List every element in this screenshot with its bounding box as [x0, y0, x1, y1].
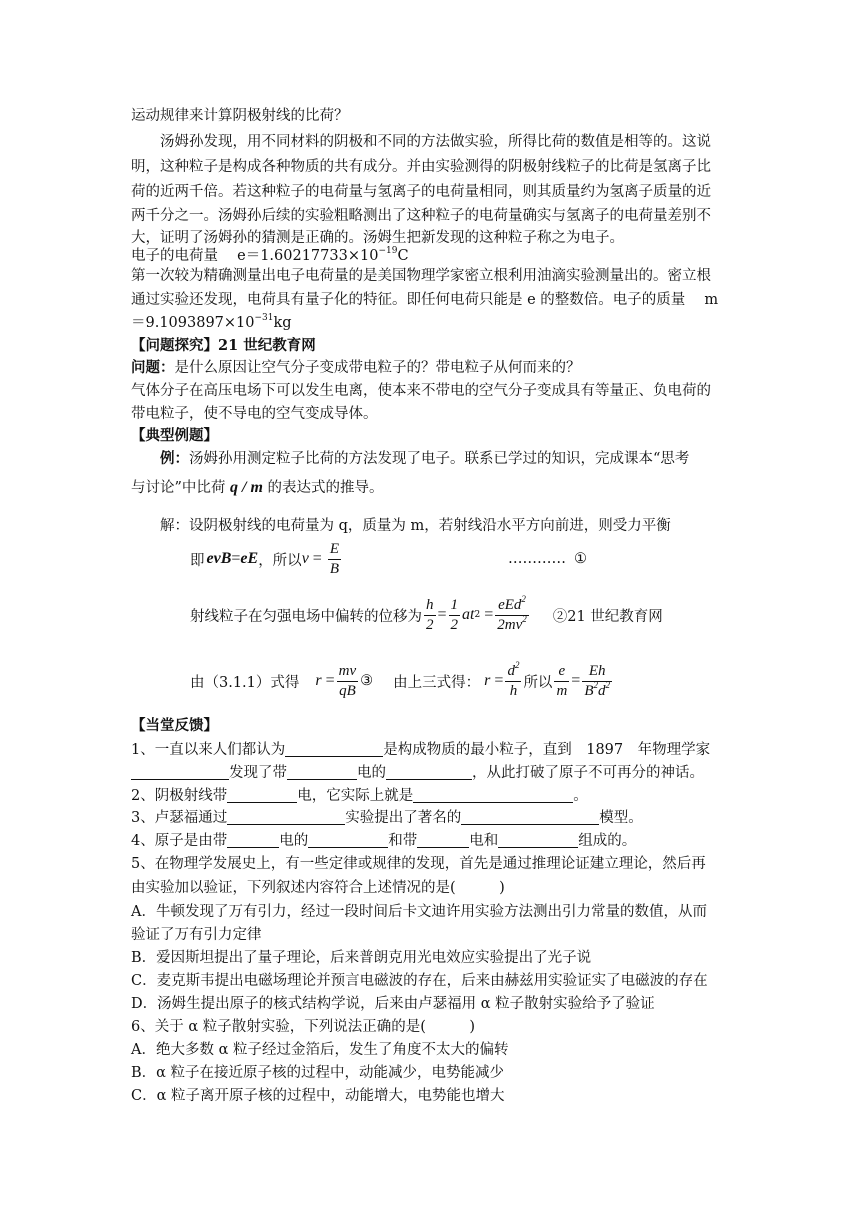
question-4: 4、原子是由带 电的 和带 电和 组成的。 [131, 833, 637, 849]
question-3: 3、卢瑟福通过 实验提出了著名的 模型。 [131, 810, 643, 826]
text-line: 两千分之一。汤姆孙后续的实验粗略测出了这种粒子的电荷量确实与氢离子的电荷量差别不 [131, 208, 711, 224]
text-line: 运动规律来计算阴极射线的比荷？ [131, 108, 349, 124]
question-1-cont: 发现了带 电的 ，从此打破了原子不可再分的神话。 [131, 763, 704, 783]
text-line: 荷的近两千倍。若这种粒子的电荷量与氢离子的电荷量相同，则其质量约为氢离子质量的近 [131, 184, 711, 200]
question-5-cont: 由实验加以验证，下列叙述内容符合上述情况的是( ) [131, 880, 505, 896]
text-line: 汤姆孙发现，用不同材料的阴极和不同的方法做实验，所得比荷的数值是相等的。这说 [160, 134, 711, 150]
question-6: 6、关于 α 粒子散射实验，下列说法正确的是( ) [131, 1019, 476, 1035]
electron-mass-line: $=9.1093897\times 10^{-31}kg$ [131, 313, 292, 331]
text-line: 第一次较为精确测量出电子电荷量的是美国物理学家密立根利用油滴实验测量出的。密立根 [131, 268, 711, 284]
section-heading: 【当堂反馈】 [131, 717, 218, 734]
option-a-cont: 验证了万有引力定律 [131, 927, 262, 943]
electron-charge-line: 电子的电荷量 $e=1.60217733\times 10^{-19}C$ [131, 246, 409, 264]
text-line: 气体分子在高压电场下可以发生电离，使本来不带电的空气分子变成具有等量正、负电荷的 [131, 383, 711, 399]
text-line: 大，证明了汤姆孙的猜测是正确的。汤姆生把新发现的这种粒子称之为电子。 [131, 230, 624, 246]
option-c: C．麦克斯韦提出电磁场理论并预言电磁波的存在，后来由赫兹用实验证实了电磁波的存在 [131, 973, 708, 989]
section-heading: 【问题探究】21 世纪教育网 [131, 337, 316, 354]
text-line: 带电粒子，使不导电的空气变成导体。 [131, 406, 378, 422]
example-line: 例：汤姆孙用测定粒子比荷的方法发现了电子。联系已学过的知识，完成课本“思考 [160, 450, 690, 467]
question-2: 2、阴极射线带 电，它实际上就是 。 [131, 788, 588, 804]
section-heading: 【典型例题】 [131, 427, 218, 444]
equation-1: 即 evB = eE ，所以 v = $\frac{E}{B}$ ………… ① [190, 540, 587, 577]
option-a: A．绝大多数 α 粒子经过金箔后，发生了角度不太大的偏转 [131, 1042, 509, 1058]
option-a: A．牛顿发现了万有引力，经过一段时间后卡文迪许用实验方法测出引力常量的数值，从而 [131, 904, 707, 920]
option-c: C．α 粒子离开原子核的过程中，动能增大，电势能也增大 [131, 1088, 505, 1104]
text-line: 通过实验还发现，电荷具有量子化的特征。即任何电荷只能是 e 的整数倍。电子的质量 m [131, 292, 719, 308]
solution-line: 解：设阴极射线的电荷量为 q，质量为 m，若射线沿水平方向前进，则受力平衡 [160, 518, 671, 534]
option-b: B．爱因斯坦提出了量子理论，后来普朗克用光电效应实验提出了光子说 [131, 950, 592, 966]
equation-2: 射线粒子在匀强电场中偏转的位移为 $\frac{h}{2}$ = $\frac{1}{2}$ at 2 = $\frac{eEd^2}{2mv^2}$ ②21 世纪教育网 [190, 593, 663, 633]
option-b: B．α 粒子在接近原子核的过程中，动能减少，电势能减少 [131, 1065, 505, 1081]
question-5: 5、在物理学发展史上，有一些定律或规律的发现，首先是通过推理论证建立理论，然后再 [131, 856, 706, 872]
question-1: 1、一直以来人们都认为 是构成物质的最小粒子，直到 1897 年物理学家 [131, 742, 711, 758]
option-d: D．汤姆生提出原子的核式结构学说，后来由卢瑟福用 α 粒子散射实验给予了验证 [131, 996, 655, 1012]
example-line: 与讨论”中比荷 q / m 的表达式的推导。 [131, 479, 384, 496]
equation-3: 由（3.1.1）式得 r = $\frac{mv}{qB}$ ③ 由上三式得： r = $\frac{d^2}{h}$ 所以 $\frac{e}{m}$ = $\frac{Eh}{B^2d^2}$ [190, 659, 610, 699]
text-line: 明，这种粒子是构成各种物质的共有成分。并由实验测得的阴极射线粒子的比荷是氢离子比 [131, 159, 711, 175]
question-line: 问题：是什么原因让空气分子变成带电粒子的？带电粒子从何而来的？ [131, 359, 581, 376]
